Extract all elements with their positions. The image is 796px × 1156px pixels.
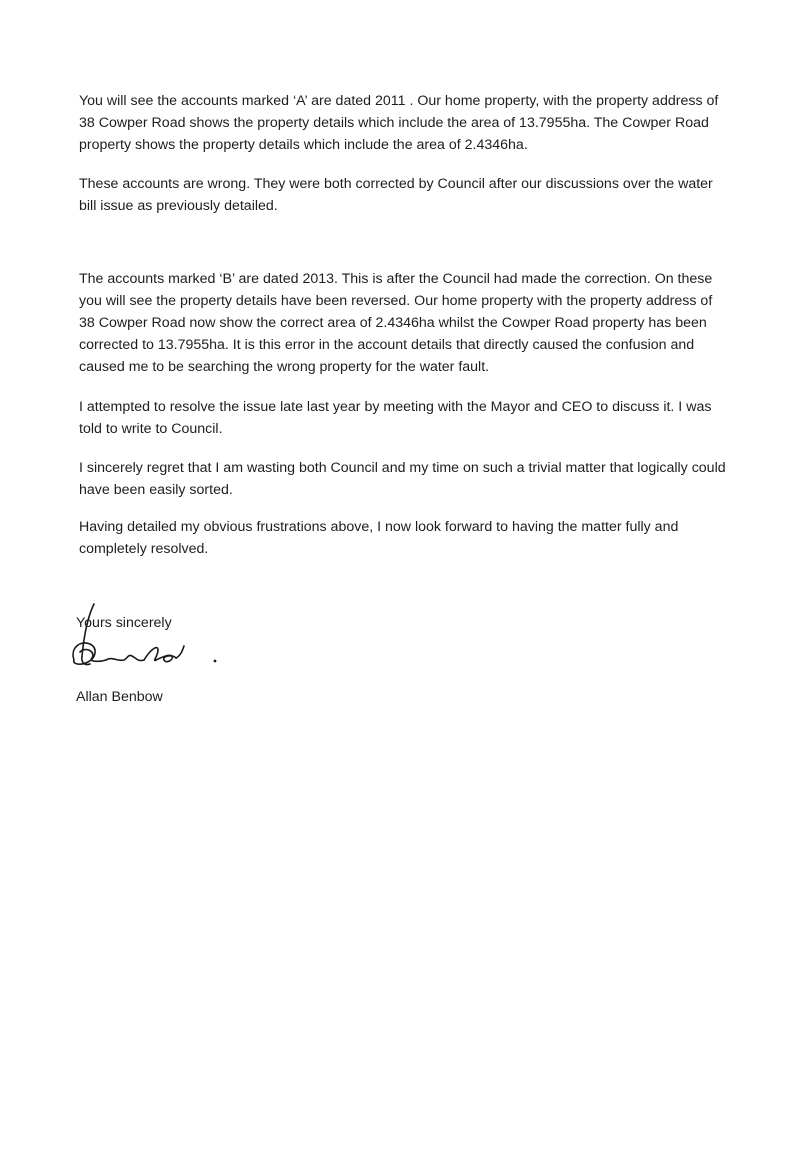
paragraph-accounts-b: The accounts marked ‘B’ are dated 2013. This is after the Council had made the correction. On these you will see the property details have been reversed. Our home property with the property address of 38 Cowper Road now show the correct area of 2.4346ha whilst the Cowper Road property has been corrected to 13.7955ha. It is this error in the account details that directly caused the confusion and caused me to be searching the wrong property for the water fault.: [79, 271, 713, 375]
paragraph-attempted-resolve: I attempted to resolve the issue late last year by meeting with the Mayor and CEO to discuss it. I was told to write to Council.: [79, 399, 712, 437]
paragraph-accounts-wrong: These accounts are wrong. They were both corrected by Council after our discussions over the water bill issue as previously detailed.: [79, 176, 713, 214]
closing-salutation: Yours sincerely: [76, 615, 172, 631]
handwritten-signature: [66, 596, 226, 686]
signer-name: Allan Benbow: [76, 689, 163, 705]
paragraph-look-forward: Having detailed my obvious frustrations above, I now look forward to having the matter fully and completely resolved.: [79, 519, 679, 557]
paragraph-regret: I sincerely regret that I am wasting both Council and my time on such a trivial matter that logically could have been easily sorted.: [79, 460, 726, 498]
paragraph-accounts-a: You will see the accounts marked ‘A’ are dated 2011 . Our home property, with the property address of 38 Cowper Road shows the property details which include the area of 13.7955ha. The Cowper Road property shows the property details which include the area of 2.4346ha.: [79, 93, 719, 153]
